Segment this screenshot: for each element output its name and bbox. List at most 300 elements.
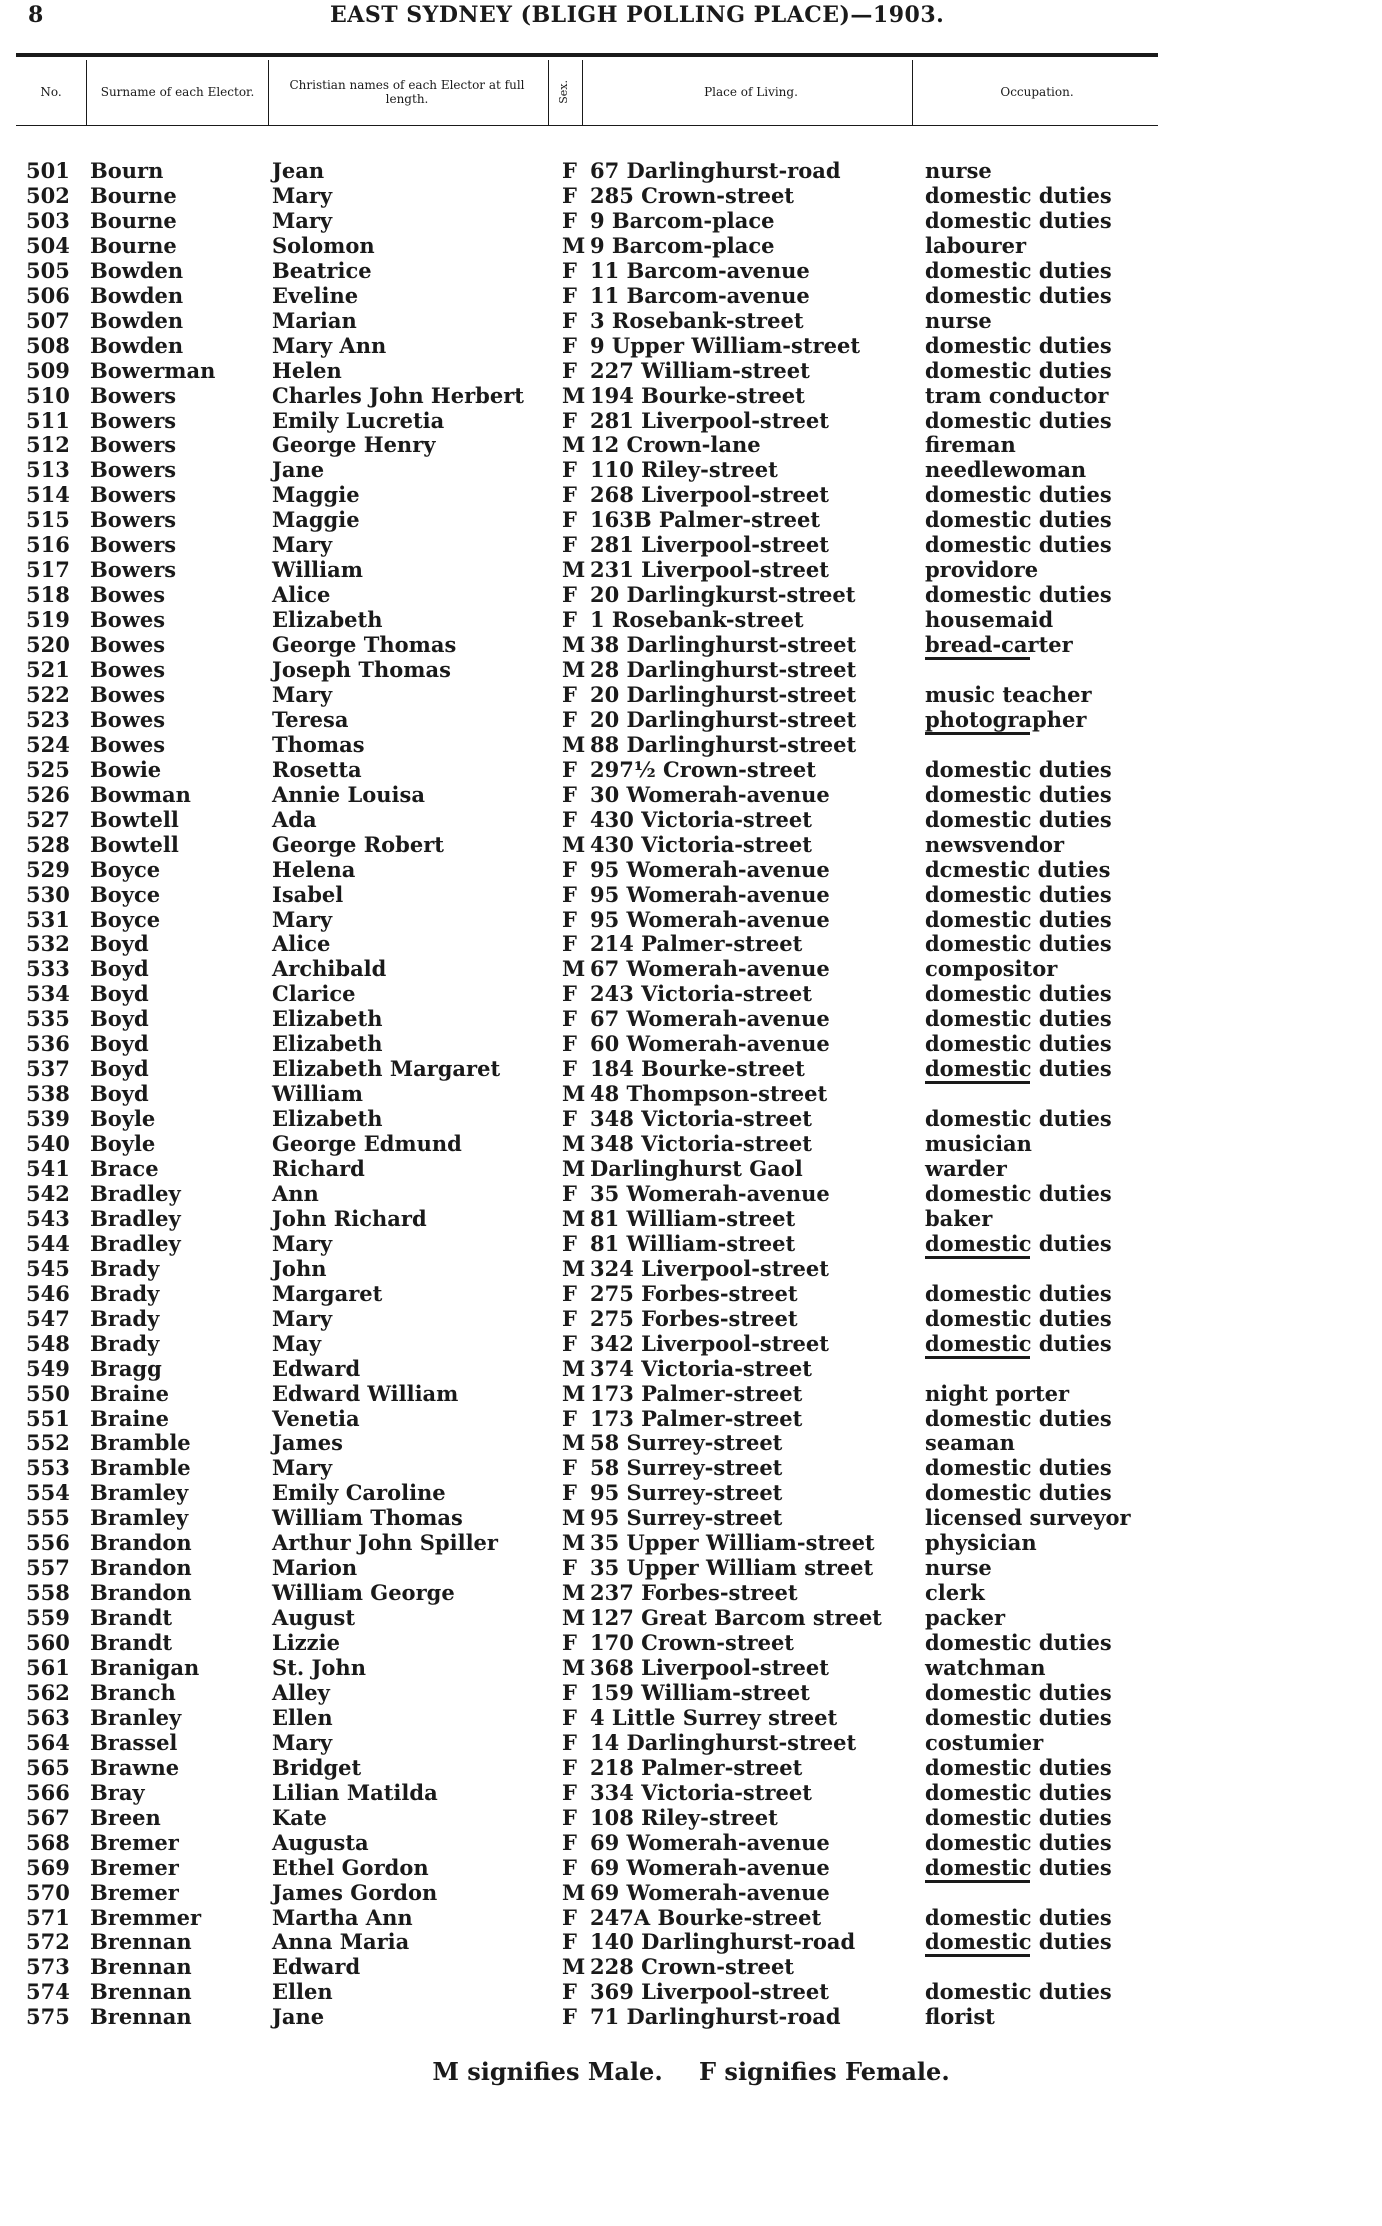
table-row xyxy=(0,757,1382,782)
elector-surname: Bowers xyxy=(90,557,177,583)
elector-sex: F xyxy=(562,756,577,782)
elector-christian-names: Venetia xyxy=(272,1405,360,1431)
elector-christian-names: Mary xyxy=(272,681,333,707)
elector-sex: F xyxy=(562,1405,577,1431)
elector-number: 565 xyxy=(26,1754,70,1780)
elector-surname: Bowes xyxy=(90,706,166,732)
elector-christian-names: Alley xyxy=(272,1679,330,1705)
elector-place-of-living: 11 Barcom-avenue xyxy=(590,282,810,308)
table-row xyxy=(0,657,1382,682)
elector-occupation: domestic duties xyxy=(925,1230,1112,1256)
table-row xyxy=(0,1929,1382,1954)
elector-place-of-living: 348 Victoria-street xyxy=(590,1106,812,1132)
elector-occupation: domestic duties xyxy=(925,981,1112,1007)
table-row xyxy=(0,1630,1382,1655)
occupation-blank-rule xyxy=(925,657,1030,660)
table-row xyxy=(0,183,1382,208)
elector-number: 548 xyxy=(26,1330,70,1356)
occupation-blank-rule xyxy=(925,1081,1030,1084)
col-header-surname: Surname of each Elector. xyxy=(100,85,255,99)
elector-occupation: florist xyxy=(925,2004,995,2030)
elector-christian-names: Marion xyxy=(272,1555,358,1581)
elector-sex: F xyxy=(562,1180,577,1206)
table-row xyxy=(0,732,1382,757)
elector-christian-names: Ann xyxy=(272,1180,319,1206)
elector-place-of-living: 334 Victoria-street xyxy=(590,1779,812,1805)
table-row xyxy=(0,1206,1382,1231)
elector-surname: Bourne xyxy=(90,232,177,258)
elector-number: 575 xyxy=(26,2004,70,2030)
elector-place-of-living: 275 Forbes-street xyxy=(590,1280,798,1306)
elector-occupation: fireman xyxy=(925,432,1016,458)
elector-occupation: domestic duties xyxy=(925,282,1112,308)
elector-sex: M xyxy=(562,1131,586,1157)
elector-surname: Boyce xyxy=(90,856,161,882)
elector-surname: Branley xyxy=(90,1704,182,1730)
elector-number: 570 xyxy=(26,1879,70,1905)
page-header xyxy=(0,2,1382,32)
elector-sex: M xyxy=(562,1205,586,1231)
elector-number: 527 xyxy=(26,806,70,832)
elector-place-of-living: 342 Liverpool-street xyxy=(590,1330,829,1356)
elector-number: 531 xyxy=(26,906,70,932)
elector-sex: F xyxy=(562,1729,577,1755)
elector-surname: Bradley xyxy=(90,1205,181,1231)
table-row xyxy=(0,981,1382,1006)
elector-christian-names: Ethel Gordon xyxy=(272,1854,429,1880)
elector-surname: Brandon xyxy=(90,1555,192,1581)
elector-number: 551 xyxy=(26,1405,70,1431)
elector-occupation: domestic duties xyxy=(925,1904,1112,1930)
elector-surname: Bremer xyxy=(90,1854,179,1880)
elector-sex: M xyxy=(562,557,586,583)
elector-place-of-living: 35 Upper William-street xyxy=(590,1530,875,1556)
elector-number: 518 xyxy=(26,582,70,608)
elector-occupation: seaman xyxy=(925,1430,1015,1456)
elector-place-of-living: 281 Liverpool-street xyxy=(590,532,829,558)
elector-occupation: nurse xyxy=(925,158,992,183)
elector-sex: F xyxy=(562,1854,577,1880)
elector-surname: Brady xyxy=(90,1330,160,1356)
table-row xyxy=(0,956,1382,981)
table-row xyxy=(0,1356,1382,1381)
legend-male: M signifies Male. xyxy=(432,2057,663,2086)
elector-place-of-living: 368 Liverpool-street xyxy=(590,1655,829,1680)
elector-number: 572 xyxy=(26,1929,70,1955)
elector-place-of-living: 88 Darlinghurst-street xyxy=(590,731,857,757)
elector-place-of-living: 48 Thompson-street xyxy=(590,1081,828,1107)
table-row xyxy=(0,1979,1382,2004)
elector-number: 511 xyxy=(26,407,70,433)
elector-sex: F xyxy=(562,1455,577,1481)
elector-number: 537 xyxy=(26,1056,70,1082)
elector-christian-names: Mary Ann xyxy=(272,332,387,358)
elector-number: 512 xyxy=(26,432,70,458)
elector-sex: M xyxy=(562,1954,586,1980)
elector-number: 505 xyxy=(26,257,70,283)
elector-surname: Brandon xyxy=(90,1580,192,1606)
table-row xyxy=(0,1805,1382,1830)
elector-surname: Boyd xyxy=(90,1056,149,1082)
elector-place-of-living: 173 Palmer-street xyxy=(590,1405,803,1431)
elector-occupation: domestic duties xyxy=(925,1754,1112,1780)
table-row xyxy=(0,1406,1382,1431)
elector-occupation: domestic duties xyxy=(925,182,1112,208)
elector-surname: Brennan xyxy=(90,1954,192,1980)
table-row xyxy=(0,1181,1382,1206)
elector-sex: F xyxy=(562,257,577,283)
elector-sex: F xyxy=(562,1704,577,1730)
elector-place-of-living: 81 William-street xyxy=(590,1230,796,1256)
table-row xyxy=(0,557,1382,582)
table-row xyxy=(0,882,1382,907)
elector-number: 516 xyxy=(26,532,70,558)
elector-sex: F xyxy=(562,806,577,832)
elector-place-of-living: 108 Riley-street xyxy=(590,1804,778,1830)
elector-occupation: domestic duties xyxy=(925,1180,1112,1206)
table-row xyxy=(0,1830,1382,1855)
elector-occupation: domestic duties xyxy=(925,257,1112,283)
table-row xyxy=(0,1705,1382,1730)
table-row xyxy=(0,1580,1382,1605)
elector-number: 556 xyxy=(26,1530,70,1556)
elector-number: 524 xyxy=(26,731,70,757)
elector-number: 568 xyxy=(26,1829,70,1855)
elector-christian-names: Alice xyxy=(272,931,331,957)
elector-surname: Bowes xyxy=(90,607,166,633)
elector-sex: F xyxy=(562,1305,577,1331)
elector-sex: F xyxy=(562,1056,577,1082)
table-row xyxy=(0,1455,1382,1480)
elector-sex: F xyxy=(562,881,577,907)
elector-place-of-living: 95 Womerah-avenue xyxy=(590,906,830,932)
elector-sex: M xyxy=(562,232,586,258)
col-divider xyxy=(268,60,269,125)
elector-surname: Bowden xyxy=(90,257,184,283)
elector-christian-names: Mary xyxy=(272,906,333,932)
elector-place-of-living: 9 Barcom-place xyxy=(590,232,775,258)
table-row xyxy=(0,158,1382,183)
header-rule-thick xyxy=(16,53,1158,57)
elector-number: 513 xyxy=(26,457,70,483)
elector-occupation: domestic duties xyxy=(925,1679,1112,1705)
table-row xyxy=(0,632,1382,657)
elector-number: 519 xyxy=(26,607,70,633)
elector-christian-names: Alice xyxy=(272,582,331,608)
elector-christian-names: Jane xyxy=(272,457,325,483)
elector-place-of-living: 28 Darlinghurst-street xyxy=(590,657,857,682)
elector-christian-names: Emily Caroline xyxy=(272,1480,446,1506)
table-row xyxy=(0,582,1382,607)
elector-number: 517 xyxy=(26,557,70,583)
elector-christian-names: Clarice xyxy=(272,981,356,1007)
elector-christian-names: Richard xyxy=(272,1156,365,1181)
elector-sex: M xyxy=(562,1355,586,1381)
elector-occupation: domestic duties xyxy=(925,1305,1112,1331)
elector-number: 567 xyxy=(26,1804,70,1830)
elector-surname: Bowers xyxy=(90,532,177,558)
elector-surname: Boyle xyxy=(90,1131,156,1157)
elector-christian-names: Martha Ann xyxy=(272,1904,413,1930)
table-row xyxy=(0,1031,1382,1056)
elector-christian-names: Margaret xyxy=(272,1280,383,1306)
elector-place-of-living: 430 Victoria-street xyxy=(590,831,812,857)
elector-place-of-living: 140 Darlinghurst-road xyxy=(590,1929,856,1955)
elector-sex: F xyxy=(562,1330,577,1356)
elector-surname: Brandt xyxy=(90,1630,173,1656)
elector-christian-names: Mary xyxy=(272,207,333,233)
elector-sex: F xyxy=(562,1006,577,1032)
table-row xyxy=(0,208,1382,233)
elector-sex: F xyxy=(562,781,577,807)
elector-christian-names: Joseph Thomas xyxy=(272,657,451,682)
elector-number: 534 xyxy=(26,981,70,1007)
elector-number: 521 xyxy=(26,657,70,682)
table-row xyxy=(0,1680,1382,1705)
elector-surname: Bowie xyxy=(90,756,162,782)
elector-surname: Bowes xyxy=(90,657,166,682)
elector-place-of-living: 173 Palmer-street xyxy=(590,1380,803,1406)
elector-surname: Bremmer xyxy=(90,1904,202,1930)
elector-number: 540 xyxy=(26,1131,70,1157)
elector-sex: M xyxy=(562,1580,586,1606)
table-row xyxy=(0,1905,1382,1930)
elector-occupation: dcmestic duties xyxy=(925,856,1111,882)
elector-christian-names: Thomas xyxy=(272,731,365,757)
elector-surname: Bradley xyxy=(90,1230,181,1256)
col-divider xyxy=(86,60,87,125)
elector-sex: F xyxy=(562,1106,577,1132)
elector-sex: F xyxy=(562,407,577,433)
elector-occupation: watchman xyxy=(925,1655,1046,1680)
elector-occupation: domestic duties xyxy=(925,1455,1112,1481)
elector-number: 523 xyxy=(26,706,70,732)
elector-number: 514 xyxy=(26,482,70,508)
elector-number: 525 xyxy=(26,756,70,782)
elector-number: 526 xyxy=(26,781,70,807)
table-row xyxy=(0,1555,1382,1580)
elector-number: 528 xyxy=(26,831,70,857)
elector-place-of-living: 9 Barcom-place xyxy=(590,207,775,233)
elector-surname: Boyd xyxy=(90,981,149,1007)
elector-occupation: domestic duties xyxy=(925,357,1112,383)
elector-surname: Bramble xyxy=(90,1455,191,1481)
elector-surname: Bowes xyxy=(90,681,166,707)
elector-christian-names: August xyxy=(272,1605,356,1631)
elector-place-of-living: 268 Liverpool-street xyxy=(590,482,829,508)
elector-christian-names: Mary xyxy=(272,1455,333,1481)
elector-number: 546 xyxy=(26,1280,70,1306)
elector-occupation: compositor xyxy=(925,956,1058,982)
elector-number: 542 xyxy=(26,1180,70,1206)
elector-christian-names: Ellen xyxy=(272,1979,333,2005)
col-divider xyxy=(548,60,549,125)
elector-place-of-living: 348 Victoria-street xyxy=(590,1131,812,1157)
elector-christian-names: George Robert xyxy=(272,831,444,857)
elector-surname: Bremer xyxy=(90,1879,179,1905)
elector-occupation: domestic duties xyxy=(925,207,1112,233)
elector-number: 566 xyxy=(26,1779,70,1805)
elector-surname: Boyce xyxy=(90,881,161,907)
elector-place-of-living: 69 Womerah-avenue xyxy=(590,1854,830,1880)
elector-occupation: domestic duties xyxy=(925,906,1112,932)
elector-place-of-living: 3 Rosebank-street xyxy=(590,307,804,333)
elector-place-of-living: 58 Surrey-street xyxy=(590,1430,783,1456)
table-row xyxy=(0,1730,1382,1755)
elector-number: 530 xyxy=(26,881,70,907)
elector-surname: Brennan xyxy=(90,1979,192,2005)
table-row xyxy=(0,507,1382,532)
elector-sex: F xyxy=(562,332,577,358)
elector-sex: F xyxy=(562,1031,577,1057)
col-header-sex: Sex. xyxy=(557,80,570,104)
elector-sex: F xyxy=(562,482,577,508)
elector-surname: Boyd xyxy=(90,931,149,957)
elector-sex: M xyxy=(562,632,586,658)
table-row xyxy=(0,1605,1382,1630)
elector-sex: M xyxy=(562,1530,586,1556)
elector-sex: F xyxy=(562,1230,577,1256)
elector-surname: Bowers xyxy=(90,507,177,533)
elector-sex: M xyxy=(562,731,586,757)
elector-sex: M xyxy=(562,382,586,408)
elector-number: 536 xyxy=(26,1031,70,1057)
elector-number: 515 xyxy=(26,507,70,533)
elector-christian-names: George Edmund xyxy=(272,1131,462,1157)
elector-place-of-living: 228 Crown-street xyxy=(590,1954,795,1980)
elector-occupation: baker xyxy=(925,1205,993,1231)
elector-sex: M xyxy=(562,1430,586,1456)
elector-christian-names: Isabel xyxy=(272,881,344,907)
elector-place-of-living: 324 Liverpool-street xyxy=(590,1255,829,1281)
table-row xyxy=(0,1655,1382,1680)
elector-number: 522 xyxy=(26,681,70,707)
table-row xyxy=(0,1755,1382,1780)
elector-christian-names: Ada xyxy=(272,806,317,832)
elector-number: 510 xyxy=(26,382,70,408)
elector-place-of-living: 170 Crown-street xyxy=(590,1630,795,1656)
elector-occupation: domestic duties xyxy=(925,1929,1112,1955)
elector-sex: M xyxy=(562,1879,586,1905)
elector-occupation: domestic duties xyxy=(925,407,1112,433)
elector-number: 557 xyxy=(26,1555,70,1581)
elector-christian-names: Eveline xyxy=(272,282,359,308)
table-row xyxy=(0,931,1382,956)
elector-surname: Bourn xyxy=(90,158,164,183)
elector-sex: F xyxy=(562,182,577,208)
page-number: 8 xyxy=(28,2,44,28)
elector-occupation: domestic duties xyxy=(925,582,1112,608)
elector-christian-names: Jean xyxy=(272,158,325,183)
elector-number: 563 xyxy=(26,1704,70,1730)
elector-surname: Brandon xyxy=(90,1530,192,1556)
elector-occupation: domestic duties xyxy=(925,1779,1112,1805)
elector-occupation: warder xyxy=(925,1156,1007,1181)
elector-place-of-living: 35 Upper William street xyxy=(590,1555,874,1581)
elector-christian-names: Edward xyxy=(272,1355,361,1381)
elector-christian-names: Charles John Herbert xyxy=(272,382,524,408)
table-row xyxy=(0,383,1382,408)
elector-surname: Bowers xyxy=(90,432,177,458)
elector-christian-names: William xyxy=(272,557,363,583)
elector-place-of-living: 214 Palmer-street xyxy=(590,931,803,957)
elector-sex: F xyxy=(562,582,577,608)
elector-place-of-living: 247A Bourke-street xyxy=(590,1904,822,1930)
elector-christian-names: Mary xyxy=(272,182,333,208)
elector-sex: F xyxy=(562,1829,577,1855)
elector-surname: Brawne xyxy=(90,1754,180,1780)
elector-christian-names: Arthur John Spiller xyxy=(272,1530,498,1556)
elector-surname: Bramble xyxy=(90,1430,191,1456)
elector-sex: F xyxy=(562,1779,577,1805)
elector-place-of-living: 11 Barcom-avenue xyxy=(590,257,810,283)
table-row xyxy=(0,333,1382,358)
table-row xyxy=(0,308,1382,333)
elector-sex: M xyxy=(562,1655,586,1680)
elector-occupation: licensed surveyor xyxy=(925,1505,1131,1531)
elector-christian-names: George Henry xyxy=(272,432,436,458)
elector-occupation: domestic duties xyxy=(925,1330,1112,1356)
elector-place-of-living: 20 Darlinghurst-street xyxy=(590,706,857,732)
elector-number: 555 xyxy=(26,1505,70,1531)
elector-surname: Bowden xyxy=(90,307,184,333)
elector-christian-names: William George xyxy=(272,1580,455,1606)
elector-occupation: domestic duties xyxy=(925,1704,1112,1730)
elector-christian-names: Mary xyxy=(272,1230,333,1256)
elector-sex: M xyxy=(562,1380,586,1406)
elector-occupation: clerk xyxy=(925,1580,985,1606)
elector-number: 550 xyxy=(26,1380,70,1406)
table-row xyxy=(0,1156,1382,1181)
elector-surname: Brassel xyxy=(90,1729,178,1755)
elector-sex: M xyxy=(562,1605,586,1631)
elector-number: 502 xyxy=(26,182,70,208)
table-row xyxy=(0,1131,1382,1156)
elector-christian-names: Elizabeth xyxy=(272,1031,383,1057)
elector-occupation: domestic duties xyxy=(925,1031,1112,1057)
elector-sex: F xyxy=(562,1555,577,1581)
elector-surname: Bradley xyxy=(90,1180,181,1206)
elector-surname: Bowers xyxy=(90,407,177,433)
elector-occupation: needlewoman xyxy=(925,457,1087,483)
elector-occupation: packer xyxy=(925,1605,1006,1631)
elector-surname: Brace xyxy=(90,1156,159,1181)
elector-number: 554 xyxy=(26,1480,70,1506)
elector-number: 574 xyxy=(26,1979,70,2005)
table-row xyxy=(0,1006,1382,1031)
elector-surname: Bremer xyxy=(90,1829,179,1855)
elector-sex: F xyxy=(562,307,577,333)
elector-surname: Braine xyxy=(90,1380,170,1406)
elector-place-of-living: 12 Crown-lane xyxy=(590,432,761,458)
elector-occupation: domestic duties xyxy=(925,1106,1112,1132)
elector-number: 501 xyxy=(26,158,70,183)
table-row xyxy=(0,1106,1382,1131)
elector-place-of-living: 297½ Crown-street xyxy=(590,756,816,782)
elector-surname: Boyd xyxy=(90,956,149,982)
elector-christian-names: Mary xyxy=(272,532,333,558)
elector-occupation: domestic duties xyxy=(925,1854,1112,1880)
elector-christian-names: Emily Lucretia xyxy=(272,407,445,433)
elector-christian-names: Beatrice xyxy=(272,257,372,283)
table-row xyxy=(0,1480,1382,1505)
elector-sex: F xyxy=(562,1630,577,1656)
elector-occupation: domestic duties xyxy=(925,332,1112,358)
elector-place-of-living: Darlinghurst Gaol xyxy=(590,1156,803,1181)
elector-place-of-living: 30 Womerah-avenue xyxy=(590,781,830,807)
elector-occupation: domestic duties xyxy=(925,1630,1112,1656)
elector-occupation: musician xyxy=(925,1131,1032,1157)
